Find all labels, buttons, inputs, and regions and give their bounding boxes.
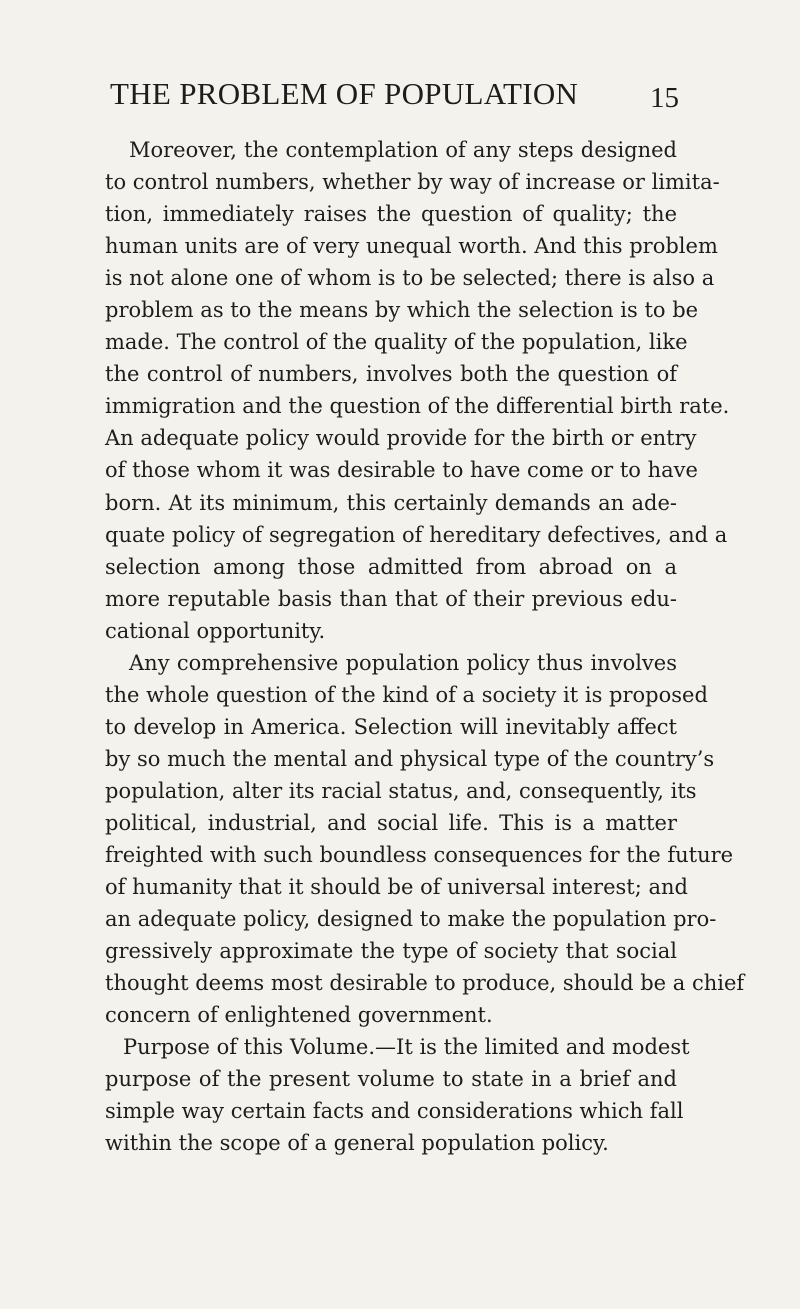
text-line: political, industrial, and social life. This is a matter xyxy=(105,810,677,835)
text-line: quate policy of segregation of hereditary defectives, and a xyxy=(105,522,728,547)
page-number: 15 xyxy=(650,82,679,114)
text-line: concern of enlightened government. xyxy=(105,1003,493,1028)
text-line: selection among those admitted from abroad on a xyxy=(105,554,677,579)
text-line: An adequate policy would provide for the birth or entry xyxy=(105,426,697,451)
text-line: gressively approximate the type of society that social xyxy=(105,939,677,964)
body-text xyxy=(105,134,745,1160)
text-line: freighted with such boundless consequences for the future xyxy=(105,843,734,868)
text-line: human units are of very unequal worth. And this problem xyxy=(105,234,718,259)
running-head-title: THE PROBLEM OF POPULATION xyxy=(110,76,579,111)
text-line: the control of numbers, involves both the question of xyxy=(105,362,677,387)
text-line: within the scope of a general population policy. xyxy=(105,1131,609,1156)
text-line-with-heading xyxy=(105,1031,690,1063)
text-line: of humanity that it should be of universal interest; and xyxy=(105,875,688,900)
text-line: tion, immediately raises the question of quality; the xyxy=(105,202,677,227)
text-line: of those whom it was desirable to have come or to have xyxy=(105,458,698,483)
text-line: simple way certain facts and considerations which fall xyxy=(105,1099,684,1124)
text-line: an adequate policy, designed to make the population pro- xyxy=(105,907,717,932)
text-line: cational opportunity. xyxy=(105,618,326,643)
text-line: is not alone one of whom is to be selected; there is also a xyxy=(105,266,715,291)
text-line: made. The control of the quality of the population, like xyxy=(105,330,688,355)
text-line: Moreover, the contemplation of any steps designed xyxy=(129,138,677,162)
text-line: the whole question of the kind of a society it is proposed xyxy=(105,682,708,707)
text-line: immigration and the question of the differential birth rate. xyxy=(105,394,730,419)
text-line: population, alter its racial status, and, consequently, its xyxy=(105,778,697,803)
text-line: more reputable basis than that of their previous edu- xyxy=(105,586,677,611)
run-in-heading: Purpose of this Volume. xyxy=(123,1035,376,1060)
text-line: by so much the mental and physical type of the country’s xyxy=(105,746,715,771)
heading-line-rest: —It is the limited and modest xyxy=(375,1035,690,1060)
text-line: born. At its minimum, this certainly demands an ade- xyxy=(105,490,677,515)
text-line: problem as to the means by which the selection is to be xyxy=(105,298,699,323)
text-line: purpose of the present volume to state in a brief and xyxy=(105,1067,677,1092)
text-line: to develop in America. Selection will inevitably affect xyxy=(105,714,677,739)
text-line: thought deems most desirable to produce, should be a chief xyxy=(105,971,745,996)
text-line: Any comprehensive population policy thus involves xyxy=(129,650,677,675)
text-line: to control numbers, whether by way of increase or limita- xyxy=(105,170,720,195)
